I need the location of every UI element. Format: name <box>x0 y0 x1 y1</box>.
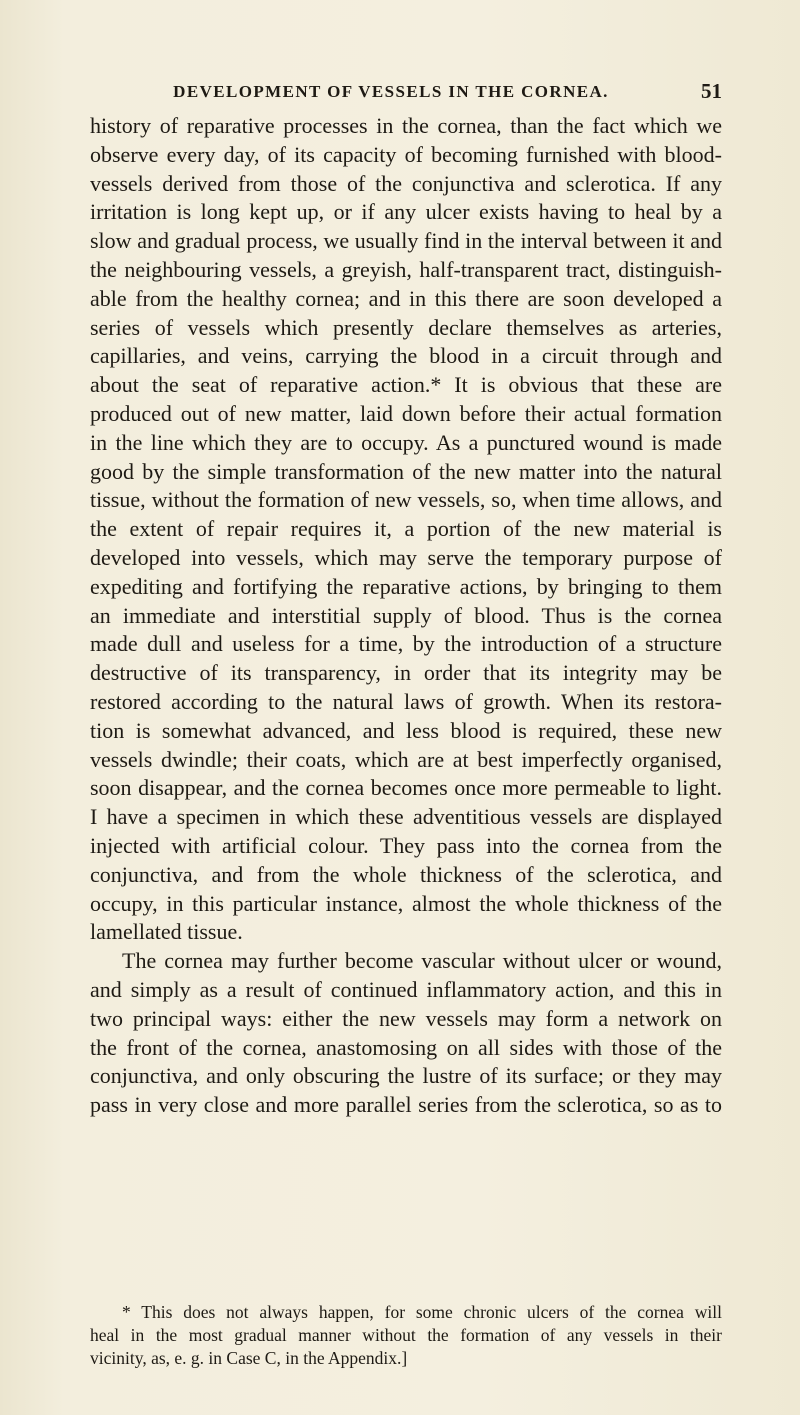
text-line: and simply as a result of continued inflammatory action, and this in <box>90 976 722 1002</box>
running-head: DEVELOPMENT OF VESSELS IN THE CORNEA. <box>173 82 609 101</box>
text-line: occupy, in this particular instance, almost the whole thickness of the <box>90 890 722 916</box>
text-line: made dull and useless for a time, by the introduction of a structure <box>90 631 722 657</box>
text-line: produced out of new matter, laid down before their actual formation <box>90 400 722 426</box>
text-line: vessels derived from those of the conjunctiva and sclerotica. If any <box>90 170 722 196</box>
text-line: pass in very close and more parallel series from the sclerotica, so as to <box>90 1092 722 1118</box>
text-line: I have a specimen in which these adventitious vessels are displayed <box>90 804 722 830</box>
text-line: vessels dwindle; their coats, which are at best imperfectly organised, <box>90 746 722 772</box>
text-line: expediting and fortifying the reparative actions, by bringing to them <box>90 573 722 599</box>
text-line: slow and gradual process, we usually find in the interval between it and <box>90 228 722 254</box>
text-line: lamellated tissue. <box>90 919 243 945</box>
body-text <box>90 112 722 1120</box>
text-line: soon disappear, and the cornea becomes once more permeable to light. <box>90 775 722 801</box>
text-line: observe every day, of its capacity of becoming furnished with blood- <box>90 141 722 167</box>
text-line: injected with artificial colour. They pass into the cornea from the <box>90 832 722 858</box>
text-line: an immediate and interstitial supply of blood. Thus is the cornea <box>90 602 722 628</box>
text-line: series of vessels which presently declare themselves as arteries, <box>90 314 722 340</box>
text-line: able from the healthy cornea; and in this there are soon developed a <box>90 285 722 311</box>
footnote-line: vicinity, as, e. g. in Case C, in the Appendix.] <box>90 1348 408 1368</box>
text-line: conjunctiva, and from the whole thickness of the sclerotica, and <box>90 861 722 887</box>
text-line: the extent of repair requires it, a portion of the new material is <box>90 516 722 542</box>
page-header <box>90 79 722 106</box>
text-line: irritation is long kept up, or if any ulcer exists having to heal by a <box>90 199 722 225</box>
footnote <box>90 1301 722 1370</box>
text-line: restored according to the natural laws of growth. When its restora- <box>90 688 722 714</box>
text-line: destructive of its transparency, in order that its integrity may be <box>90 660 722 686</box>
page-number: 51 <box>701 79 722 103</box>
text-line: good by the simple transformation of the new matter into the natural <box>90 458 722 484</box>
text-line: two principal ways: either the new vessels may form a network on <box>90 1005 722 1031</box>
text-line: tissue, without the formation of new vessels, so, when time allows, and <box>90 487 722 513</box>
text-line: developed into vessels, which may serve the temporary purpose of <box>90 544 722 570</box>
text-line: conjunctiva, and only obscuring the lustre of its surface; or they may <box>90 1063 722 1089</box>
text-line: the front of the cornea, anastomosing on all sides with those of the <box>90 1034 722 1060</box>
text-line: in the line which they are to occupy. As a punctured wound is made <box>90 429 722 455</box>
text-line: capillaries, and veins, carrying the blood in a circuit through and <box>90 343 722 369</box>
text-line: history of reparative processes in the cornea, than the fact which we <box>90 113 722 138</box>
footnote-line: * This does not always happen, for some chronic ulcers of the cornea will <box>122 1302 722 1322</box>
footnote-line: heal in the most gradual manner without the formation of any vessels in their <box>90 1325 722 1345</box>
text-line: about the seat of reparative action.* It is obvious that these are <box>90 372 722 398</box>
text-line: tion is somewhat advanced, and less blood is required, these new <box>90 717 722 743</box>
text-line: the neighbouring vessels, a greyish, half-transparent tract, distinguish- <box>90 256 722 282</box>
text-line: The cornea may further become vascular without ulcer or wound, <box>122 948 722 974</box>
